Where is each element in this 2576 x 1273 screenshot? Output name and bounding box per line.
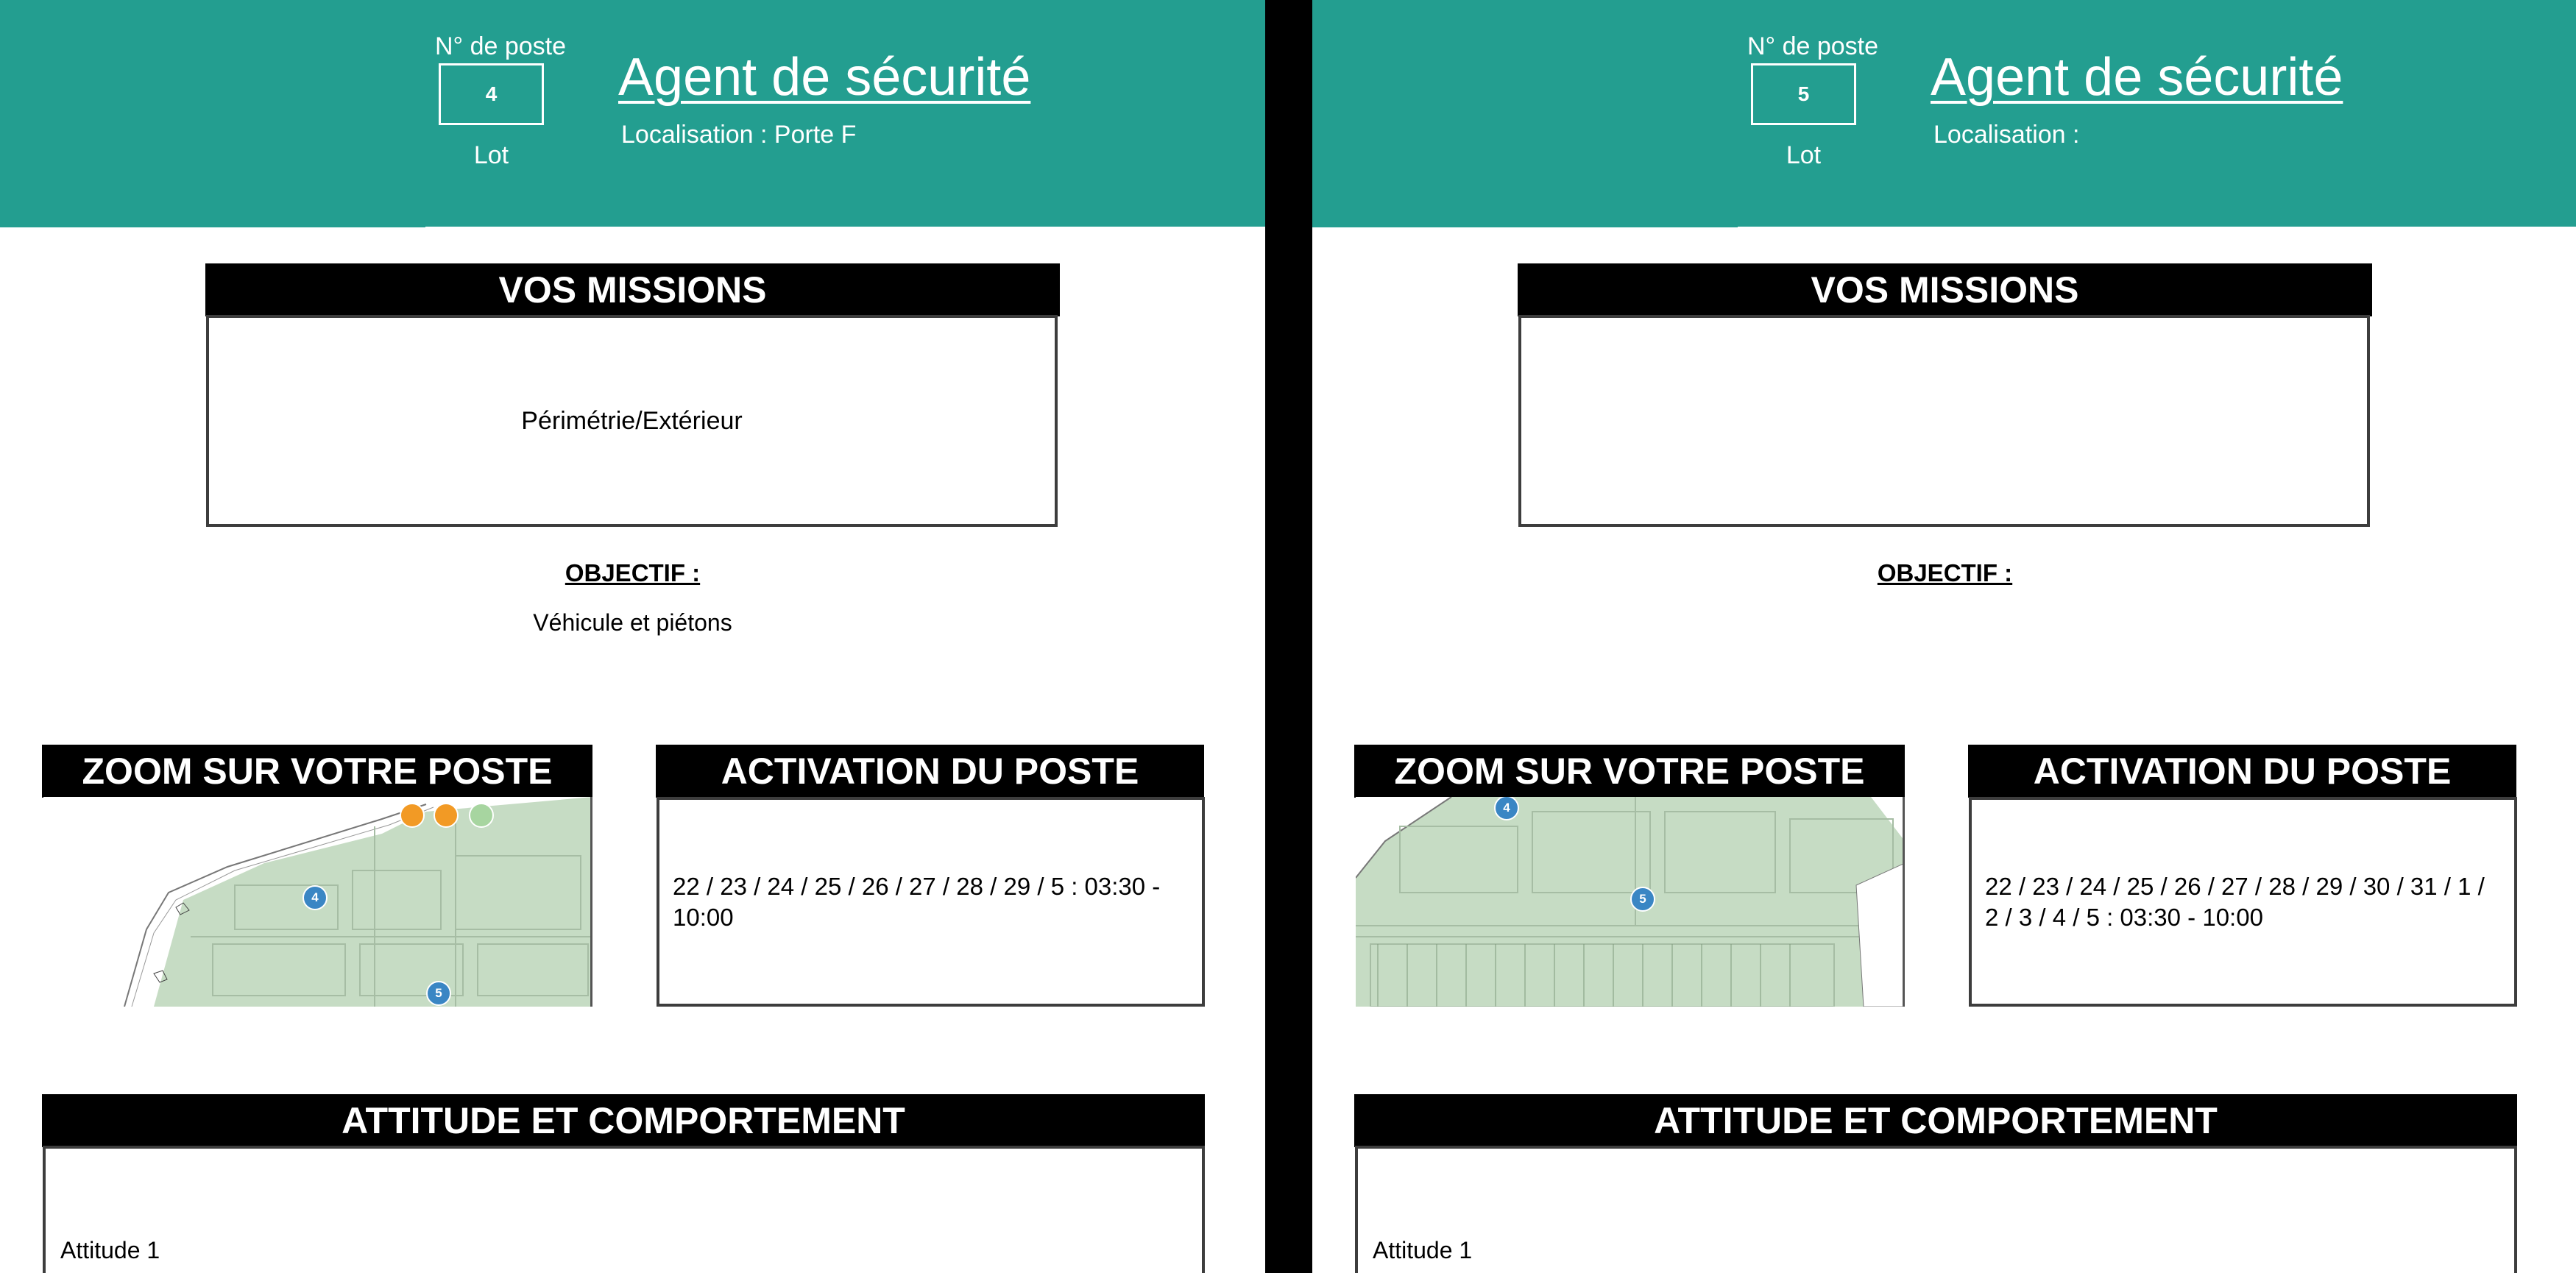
activation-text: 22 / 23 / 24 / 25 / 26 / 27 / 28 / 29 / 30 / 31 / 1 / 2 / 3 / 4 / 5 : 03:30 - 10:00	[1985, 872, 2485, 931]
page-title[interactable]: Agent de sécurité	[618, 48, 1031, 107]
sheet-poste-5	[1312, 0, 2576, 1273]
poste-number-field: 5	[1751, 63, 1856, 125]
attitude-box	[1355, 1146, 2517, 1273]
localisation-text: Localisation : Porte F	[621, 121, 857, 149]
attitude-text: Attitude 1	[1373, 1237, 1473, 1263]
objectif-text: Véhicule et piétons	[533, 609, 732, 636]
localisation-text: Localisation :	[1933, 121, 2080, 149]
zoom-heading: ZOOM SUR VOTRE POSTE	[42, 745, 592, 798]
poste-label: N° de poste	[434, 32, 567, 60]
zoom-heading: ZOOM SUR VOTRE POSTE	[1354, 745, 1905, 798]
attitude-heading: ATTITUDE ET COMPORTEMENT	[42, 1094, 1205, 1147]
missions-heading: VOS MISSIONS	[1518, 263, 2372, 316]
activation-box	[657, 797, 1205, 1007]
objectif-label: OBJECTIF :	[1877, 559, 2013, 586]
poste-number-field: 4	[439, 63, 544, 125]
header-divider	[1738, 227, 2576, 230]
lot-label: Lot	[1786, 141, 1822, 169]
activation-heading: ACTIVATION DU POSTE	[656, 745, 1204, 798]
header-divider	[425, 227, 1265, 230]
map-pin-orange-b[interactable]	[434, 803, 459, 828]
missions-heading: VOS MISSIONS	[205, 263, 1060, 316]
page-title[interactable]: Agent de sécurité	[1931, 48, 2343, 107]
missions-box	[206, 315, 1058, 527]
attitude-text: Attitude 1	[60, 1237, 160, 1263]
map-pin-4[interactable]: 4	[1494, 797, 1519, 820]
attitude-box	[43, 1146, 1205, 1273]
map-pin-5[interactable]: 5	[426, 981, 451, 1006]
missions-box	[1518, 315, 2370, 527]
lot-label: Lot	[473, 141, 509, 169]
zoom-map	[43, 797, 592, 1007]
map-pin-orange-a[interactable]	[400, 803, 425, 828]
objectif-label: OBJECTIF :	[565, 559, 701, 586]
activation-box	[1969, 797, 2517, 1007]
sheet-poste-4	[0, 0, 1265, 1273]
poste-label: N° de poste	[1747, 32, 1879, 60]
map-pin-green[interactable]	[469, 803, 494, 828]
map-pin-4[interactable]: 4	[302, 885, 328, 910]
activation-heading: ACTIVATION DU POSTE	[1968, 745, 2516, 798]
missions-text: Périmétrie/Extérieur	[521, 406, 743, 435]
header-band	[1312, 0, 2576, 227]
header-band	[0, 0, 1265, 227]
map-pin-5[interactable]: 5	[1630, 887, 1655, 912]
zoom-map	[1356, 797, 1905, 1007]
activation-text: 22 / 23 / 24 / 25 / 26 / 27 / 28 / 29 / 5 : 03:30 - 10:00	[673, 872, 1161, 931]
attitude-heading: ATTITUDE ET COMPORTEMENT	[1354, 1094, 2517, 1147]
